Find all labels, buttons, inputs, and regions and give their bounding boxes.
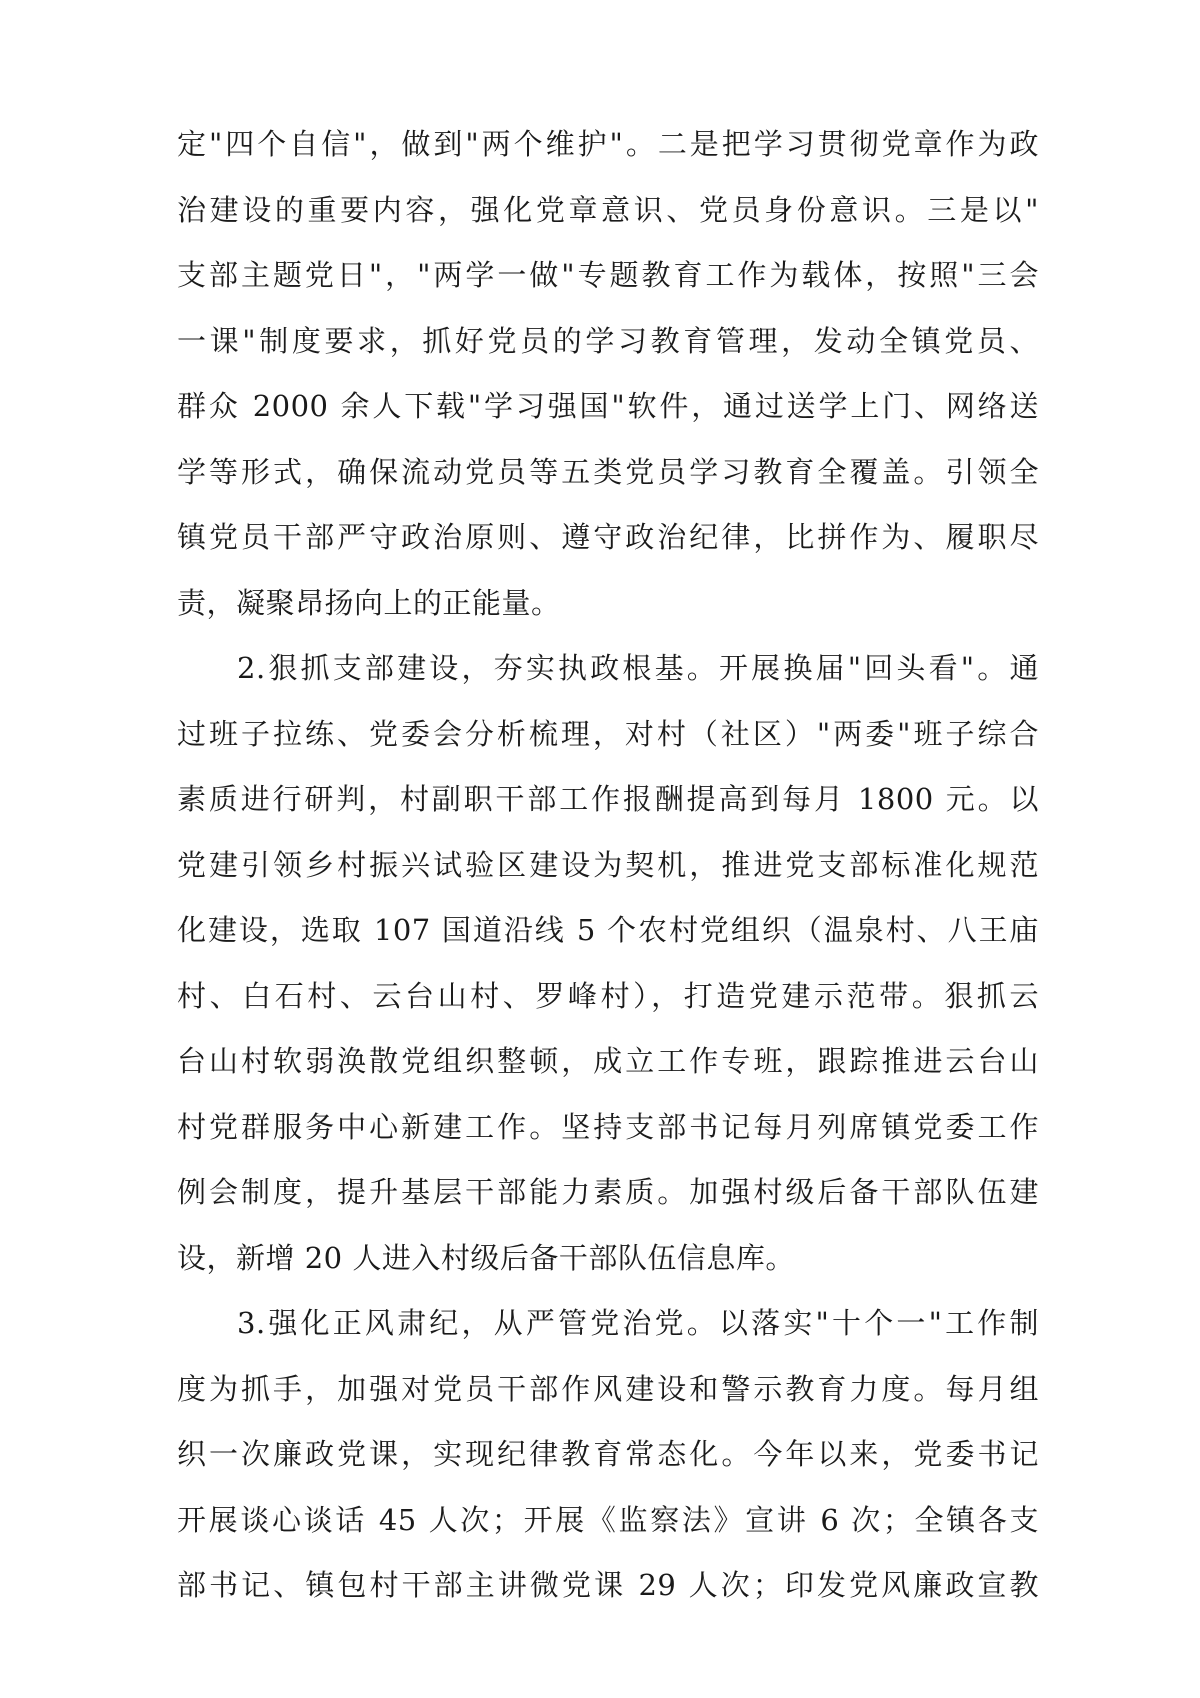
text-line: 学等形式，确保流动党员等五类党员学习教育全覆盖。引领全 <box>177 454 1039 489</box>
text-line: 例会制度，提升基层干部能力素质。加强村级后备干部队伍建 <box>177 1175 1039 1209</box>
text-line: 部书记、镇包村干部主讲微党课 29 人次；印发党风廉政宣教 <box>177 1568 1039 1602</box>
paragraph-first-line: 3.强化正风肃纪，从严管党治党。以落实"十个一"工作制 <box>237 1306 1039 1340</box>
text-line: 镇党员干部严守政治原则、遵守政治纪律，比拼作为、履职尽 <box>177 520 1039 554</box>
text-line: 过班子拉练、党委会分析梳理，对村（社区）"两委"班子综合 <box>177 716 1039 751</box>
text-line: 定"四个自信"，做到"两个维护"。二是把学习贯彻党章作为政 <box>177 127 1039 161</box>
text-line: 责，凝聚昂扬向上的正能量。 <box>177 585 561 620</box>
text-line: 一课"制度要求，抓好党员的学习教育管理，发动全镇党员、 <box>177 323 1039 358</box>
text-line: 村、白石村、云台山村、罗峰村），打造党建示范带。狠抓云 <box>177 978 1039 1013</box>
body-text <box>177 112 1039 1619</box>
text-line: 开展谈心谈话 45 人次；开展《监察法》宣讲 6 次；全镇各支 <box>177 1502 1039 1537</box>
text-line: 设，新增 20 人进入村级后备干部队伍信息库。 <box>177 1240 795 1275</box>
text-line: 村党群服务中心新建工作。坚持支部书记每月列席镇党委工作 <box>177 1109 1039 1144</box>
text-line: 台山村软弱涣散党组织整顿，成立工作专班，跟踪推进云台山 <box>177 1044 1039 1078</box>
text-line: 化建设，选取 107 国道沿线 5 个农村党组织（温泉村、八王庙 <box>177 913 1039 947</box>
text-line: 度为抓手，加强对党员干部作风建设和警示教育力度。每月组 <box>177 1371 1039 1406</box>
text-line: 支部主题党日"，"两学一做"专题教育工作为载体，按照"三会 <box>177 258 1039 292</box>
text-line: 党建引领乡村振兴试验区建设为契机，推进党支部标准化规范 <box>177 847 1039 882</box>
text-line: 织一次廉政党课，实现纪律教育常态化。今年以来，党委书记 <box>177 1437 1039 1471</box>
text-line: 治建设的重要内容，强化党章意识、党员身份意识。三是以" <box>177 192 1039 227</box>
paragraph-first-line: 2.狠抓支部建设，夯实执政根基。开展换届"回头看"。通 <box>237 651 1039 685</box>
text-line: 素质进行研判，村副职干部工作报酬提高到每月 1800 元。以 <box>177 782 1039 816</box>
text-line: 群众 2000 余人下载"学习强国"软件，通过送学上门、网络送 <box>177 389 1039 423</box>
